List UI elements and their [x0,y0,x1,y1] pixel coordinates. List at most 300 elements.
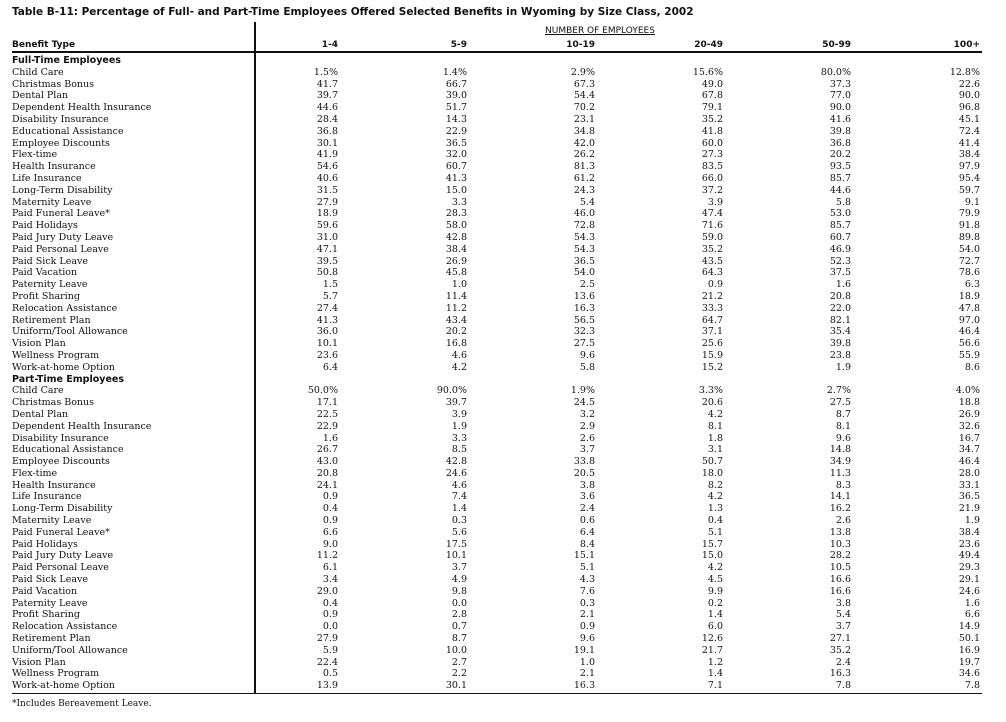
cell-value: 1.4 [707,668,723,680]
section-header-row [12,374,980,386]
cell-value: 23.8 [829,349,851,361]
cell-value: 41.7 [316,78,338,90]
cell-value: 35.2 [829,644,851,656]
benefit-label: Christmas Bonus [12,397,95,409]
table-row [12,244,980,256]
cell-value: 39.7 [316,90,338,102]
cell-value: 52.3 [829,255,851,267]
cell-value: 80.0% [820,66,851,78]
cell-value: 41.6 [829,113,851,125]
cell-value: 16.6 [829,574,851,586]
cell-value: 26.9 [958,408,980,420]
section-header-row [12,55,980,67]
cell-value: 2.1 [579,609,595,621]
cell-value: 0.0 [451,597,467,609]
benefit-label: Dental Plan [12,408,69,420]
benefit-label: Uniform/Tool Allowance [12,326,128,338]
cell-value: 47.4 [701,208,723,220]
cell-value: 71.6 [701,220,723,232]
cell-value: 1.9% [570,385,595,397]
benefit-label: Dental Plan [12,90,69,102]
cell-value: 50.0% [307,385,338,397]
cell-value: 12.8% [949,66,980,78]
section-title: Full-Time Employees [12,55,121,66]
benefit-label: Work-at-home Option [12,361,115,373]
cell-value: 24.6 [958,585,980,597]
benefit-label: Disability Insurance [12,113,109,125]
cell-value: 77.0 [829,90,851,102]
cell-value: 18.9 [958,290,980,302]
cell-value: 3.7 [579,444,595,456]
cell-value: 60.7 [829,231,851,243]
cell-value: 32.3 [573,326,595,338]
benefit-label: Child Care [12,66,64,78]
benefit-label: Dependent Health Insurance [12,420,152,432]
table-row [12,527,980,539]
cell-value: 15.2 [701,361,723,373]
cell-value: 23.6 [316,349,338,361]
benefit-label: Educational Assistance [12,125,124,137]
table-row [12,515,980,527]
cell-value: 34.8 [573,125,595,137]
cell-value: 3.2 [579,408,595,420]
benefit-label: Wellness Program [12,668,100,680]
table-row [12,668,980,680]
cell-value: 45.8 [445,267,467,279]
cell-value: 6.4 [322,361,338,373]
table-row [12,161,980,173]
cell-value: 0.5 [322,668,338,680]
cell-value: 7.8 [835,680,851,692]
benefit-label: Uniform/Tool Allowance [12,644,128,656]
cell-value: 15.6% [692,66,723,78]
cell-value: 8.7 [835,408,851,420]
cell-value: 2.7% [826,385,851,397]
cell-value: 64.7 [701,314,723,326]
cell-value: 29.3 [958,562,980,574]
table-row [12,114,980,126]
cell-value: 22.9 [316,420,338,432]
cell-value: 39.8 [829,125,851,137]
cell-value: 17.1 [316,397,338,409]
cell-value: 47.1 [316,243,338,255]
cell-value: 23.6 [958,538,980,550]
cell-value: 36.8 [829,137,851,149]
benefit-label: Wellness Program [12,349,100,361]
cell-value: 1.4% [442,66,467,78]
cell-value: 16.8 [445,338,467,350]
cell-value: 43.4 [445,314,467,326]
cell-value: 66.7 [445,78,467,90]
cell-value: 2.5 [579,279,595,291]
column-header-benefit-type: Benefit Type [12,40,76,50]
benefit-label: Paid Personal Leave [12,243,109,255]
table-row [12,338,980,350]
benefit-label: Employee Discounts [12,456,110,468]
cell-value: 93.5 [829,161,851,173]
table-row [12,102,980,114]
cell-value: 53.0 [829,208,851,220]
table-row [12,421,980,433]
cell-value: 41.3 [316,314,338,326]
benefit-label: Paternity Leave [12,597,88,609]
cell-value: 13.8 [829,526,851,538]
cell-value: 19.7 [958,656,980,668]
cell-value: 11.2 [445,302,467,314]
cell-value: 33.1 [958,479,980,491]
benefit-label: Christmas Bonus [12,78,95,90]
benefit-label: Paid Holidays [12,220,78,232]
benefit-label: Long-Term Disability [12,184,113,196]
benefit-label: Paternity Leave [12,279,88,291]
cell-value: 2.6 [579,432,595,444]
section-title: Part-Time Employees [12,373,124,385]
table-row [12,385,980,397]
cell-value: 36.5 [573,255,595,267]
column-header-size: 10-19 [566,40,595,50]
cell-value: 3.9 [707,196,723,208]
cell-value: 41.4 [958,137,980,149]
table-row [12,350,980,362]
benefit-label: Flex-time [12,467,58,479]
cell-value: 50.7 [701,456,723,468]
benefit-label: Health Insurance [12,161,96,173]
table-row [12,256,980,268]
cell-value: 3.6 [579,491,595,503]
cell-value: 9.6 [579,633,595,645]
cell-value: 4.0% [955,385,980,397]
cell-value: 3.9 [451,408,467,420]
cell-value: 97.0 [958,314,980,326]
cell-value: 20.6 [701,397,723,409]
cell-value: 1.9 [835,361,851,373]
cell-value: 28.2 [829,550,851,562]
cell-value: 42.8 [445,456,467,468]
cell-value: 8.7 [451,633,467,645]
cell-value: 1.0 [579,656,595,668]
cell-value: 18.0 [701,467,723,479]
column-header-size: 5-9 [450,40,467,50]
cell-value: 59.0 [701,231,723,243]
cell-value: 0.9 [707,279,723,291]
column-header-size: 1-4 [321,40,338,50]
cell-value: 1.9 [451,420,467,432]
cell-value: 6.3 [964,279,980,291]
cell-value: 56.5 [573,314,595,326]
cell-value: 54.3 [573,231,595,243]
cell-value: 15.1 [573,550,595,562]
cell-value: 37.5 [829,267,851,279]
cell-value: 39.5 [316,255,338,267]
header-rule [12,51,982,53]
table-row [12,480,980,492]
cell-value: 0.7 [451,621,467,633]
cell-value: 1.6 [835,279,851,291]
cell-value: 1.8 [707,432,723,444]
cell-value: 41.3 [445,172,467,184]
table-row [12,149,980,161]
table-row [12,621,980,633]
table-row [12,609,980,621]
cell-value: 13.9 [316,680,338,692]
cell-value: 82.1 [829,314,851,326]
bottom-rule [12,693,982,694]
cell-value: 43.0 [316,456,338,468]
cell-value: 10.0 [445,644,467,656]
cell-value: 0.4 [322,597,338,609]
cell-value: 0.9 [579,621,595,633]
cell-value: 2.1 [579,668,595,680]
cell-value: 4.6 [451,479,467,491]
table-row [12,220,980,232]
table-row [12,491,980,503]
cell-value: 33.8 [573,456,595,468]
cell-value: 3.3 [451,432,467,444]
benefit-label: Maternity Leave [12,515,92,527]
benefit-label: Disability Insurance [12,432,109,444]
cell-value: 34.6 [958,668,980,680]
benefit-label: Profit Sharing [12,609,80,621]
cell-value: 8.5 [451,444,467,456]
cell-value: 2.6 [835,515,851,527]
cell-value: 30.1 [445,680,467,692]
table-row [12,574,980,586]
cell-value: 9.8 [451,585,467,597]
cell-value: 26.2 [573,149,595,161]
benefit-label: Retirement Plan [12,314,91,326]
benefit-label: Health Insurance [12,479,96,491]
benefit-label: Long-Term Disability [12,503,113,515]
cell-value: 50.8 [316,267,338,279]
cell-value: 90.0 [958,90,980,102]
benefit-label: Dependent Health Insurance [12,102,152,114]
cell-value: 37.3 [829,78,851,90]
benefit-label: Flex-time [12,149,58,161]
cell-value: 72.4 [958,125,980,137]
cell-value: 0.9 [322,609,338,621]
table-row [12,456,980,468]
cell-value: 15.0 [445,184,467,196]
cell-value: 47.8 [958,302,980,314]
cell-value: 9.6 [835,432,851,444]
cell-value: 8.3 [835,479,851,491]
cell-value: 51.7 [445,102,467,114]
cell-value: 10.3 [829,538,851,550]
cell-value: 1.3 [707,503,723,515]
cell-value: 5.4 [835,609,851,621]
cell-value: 26.9 [445,255,467,267]
cell-value: 20.8 [829,290,851,302]
cell-value: 54.3 [573,243,595,255]
cell-value: 22.4 [316,656,338,668]
cell-value: 31.5 [316,184,338,196]
cell-value: 44.6 [829,184,851,196]
cell-value: 45.1 [958,113,980,125]
cell-value: 1.6 [964,597,980,609]
cell-value: 4.2 [451,361,467,373]
footnote: *Includes Bereavement Leave. [12,699,152,709]
cell-value: 49.4 [958,550,980,562]
table-row [12,433,980,445]
cell-value: 6.0 [707,621,723,633]
cell-value: 17.5 [445,538,467,550]
cell-value: 22.5 [316,408,338,420]
cell-value: 46.4 [958,326,980,338]
cell-value: 11.3 [829,467,851,479]
cell-value: 4.2 [707,408,723,420]
cell-value: 21.2 [701,290,723,302]
cell-value: 27.9 [316,196,338,208]
cell-value: 90.0 [829,102,851,114]
table-row [12,303,980,315]
cell-value: 8.1 [707,420,723,432]
cell-value: 21.9 [958,503,980,515]
cell-value: 19.1 [573,644,595,656]
table-row [12,503,980,515]
cell-value: 36.0 [316,326,338,338]
cell-value: 5.7 [322,290,338,302]
cell-value: 10.5 [829,562,851,574]
cell-value: 22.6 [958,78,980,90]
cell-value: 1.0 [451,279,467,291]
table-row [12,185,980,197]
cell-value: 7.4 [451,491,467,503]
cell-value: 8.2 [707,479,723,491]
cell-value: 1.2 [707,656,723,668]
cell-value: 10.1 [445,550,467,562]
table-row [12,232,980,244]
cell-value: 2.9 [579,420,595,432]
cell-value: 35.2 [701,243,723,255]
cell-value: 16.7 [958,432,980,444]
benefit-label: Maternity Leave [12,196,92,208]
benefit-label: Paid Sick Leave [12,255,88,267]
cell-value: 83.5 [701,161,723,173]
table-row [12,291,980,303]
benefit-label: Paid Personal Leave [12,562,109,574]
cell-value: 72.7 [958,255,980,267]
cell-value: 2.8 [451,609,467,621]
cell-value: 1.4 [707,609,723,621]
cell-value: 24.6 [445,467,467,479]
table-row [12,409,980,421]
cell-value: 97.9 [958,161,980,173]
table-row [12,279,980,291]
cell-value: 0.3 [451,515,467,527]
table-row [12,315,980,327]
benefit-label: Paid Vacation [12,585,78,597]
cell-value: 27.5 [829,397,851,409]
cell-value: 2.4 [579,503,595,515]
cell-value: 20.8 [316,467,338,479]
benefit-label: Paid Holidays [12,538,78,550]
table-row [12,657,980,669]
cell-value: 54.0 [573,267,595,279]
cell-value: 38.4 [445,243,467,255]
cell-value: 14.8 [829,444,851,456]
cell-value: 32.6 [958,420,980,432]
cell-value: 9.9 [707,585,723,597]
cell-value: 38.4 [958,149,980,161]
cell-value: 3.8 [579,479,595,491]
cell-value: 27.3 [701,149,723,161]
cell-value: 79.9 [958,208,980,220]
benefit-label: Paid Funeral Leave* [12,526,110,538]
cell-value: 27.9 [316,633,338,645]
cell-value: 7.6 [579,585,595,597]
cell-value: 78.6 [958,267,980,279]
benefit-label: Paid Jury Duty Leave [12,231,114,243]
cell-value: 0.9 [322,515,338,527]
table-row [12,79,980,91]
table-row [12,397,980,409]
cell-value: 6.6 [964,609,980,621]
benefit-label: Profit Sharing [12,290,80,302]
cell-value: 25.6 [701,338,723,350]
cell-value: 1.5% [313,66,338,78]
cell-value: 2.4 [835,656,851,668]
cell-value: 66.0 [701,172,723,184]
cell-value: 39.0 [445,90,467,102]
cell-value: 27.1 [829,633,851,645]
benefit-label: Relocation Assistance [12,302,118,314]
cell-value: 41.8 [701,125,723,137]
cell-value: 60.7 [445,161,467,173]
benefit-label: Educational Assistance [12,444,124,456]
table-row [12,126,980,138]
cell-value: 72.8 [573,220,595,232]
cell-value: 28.4 [316,113,338,125]
column-header-size: 20-49 [694,40,723,50]
benefit-label: Relocation Assistance [12,621,118,633]
cell-value: 46.4 [958,456,980,468]
cell-value: 0.4 [707,515,723,527]
cell-value: 8.4 [579,538,595,550]
table-row [12,633,980,645]
cell-value: 4.3 [579,574,595,586]
cell-value: 0.4 [322,503,338,515]
table-row [12,645,980,657]
cell-value: 38.4 [958,526,980,538]
cell-value: 46.9 [829,243,851,255]
cell-value: 23.1 [573,113,595,125]
cell-value: 89.8 [958,231,980,243]
table-title: Table B-11: Percentage of Full- and Part-Time Employees Offered Selected Benefits in Wyoming by Size Class, 2002 [12,6,694,18]
group-header: NUMBER OF EMPLOYEES [545,26,655,36]
cell-value: 24.1 [316,479,338,491]
cell-value: 12.6 [701,633,723,645]
cell-value: 5.8 [835,196,851,208]
table-row [12,680,980,692]
cell-value: 7.1 [707,680,723,692]
benefit-label: Life Insurance [12,491,82,503]
benefit-label: Retirement Plan [12,633,91,645]
cell-value: 64.3 [701,267,723,279]
cell-value: 14.9 [958,621,980,633]
cell-value: 26.7 [316,444,338,456]
cell-value: 43.5 [701,255,723,267]
cell-value: 3.3% [698,385,723,397]
column-header-size: 100+ [953,40,980,50]
cell-value: 6.6 [322,526,338,538]
cell-value: 27.4 [316,302,338,314]
column-header-size: 50-99 [822,40,851,50]
cell-value: 5.1 [707,526,723,538]
cell-value: 11.2 [316,550,338,562]
cell-value: 29.1 [958,574,980,586]
cell-value: 4.9 [451,574,467,586]
cell-value: 5.1 [579,562,595,574]
